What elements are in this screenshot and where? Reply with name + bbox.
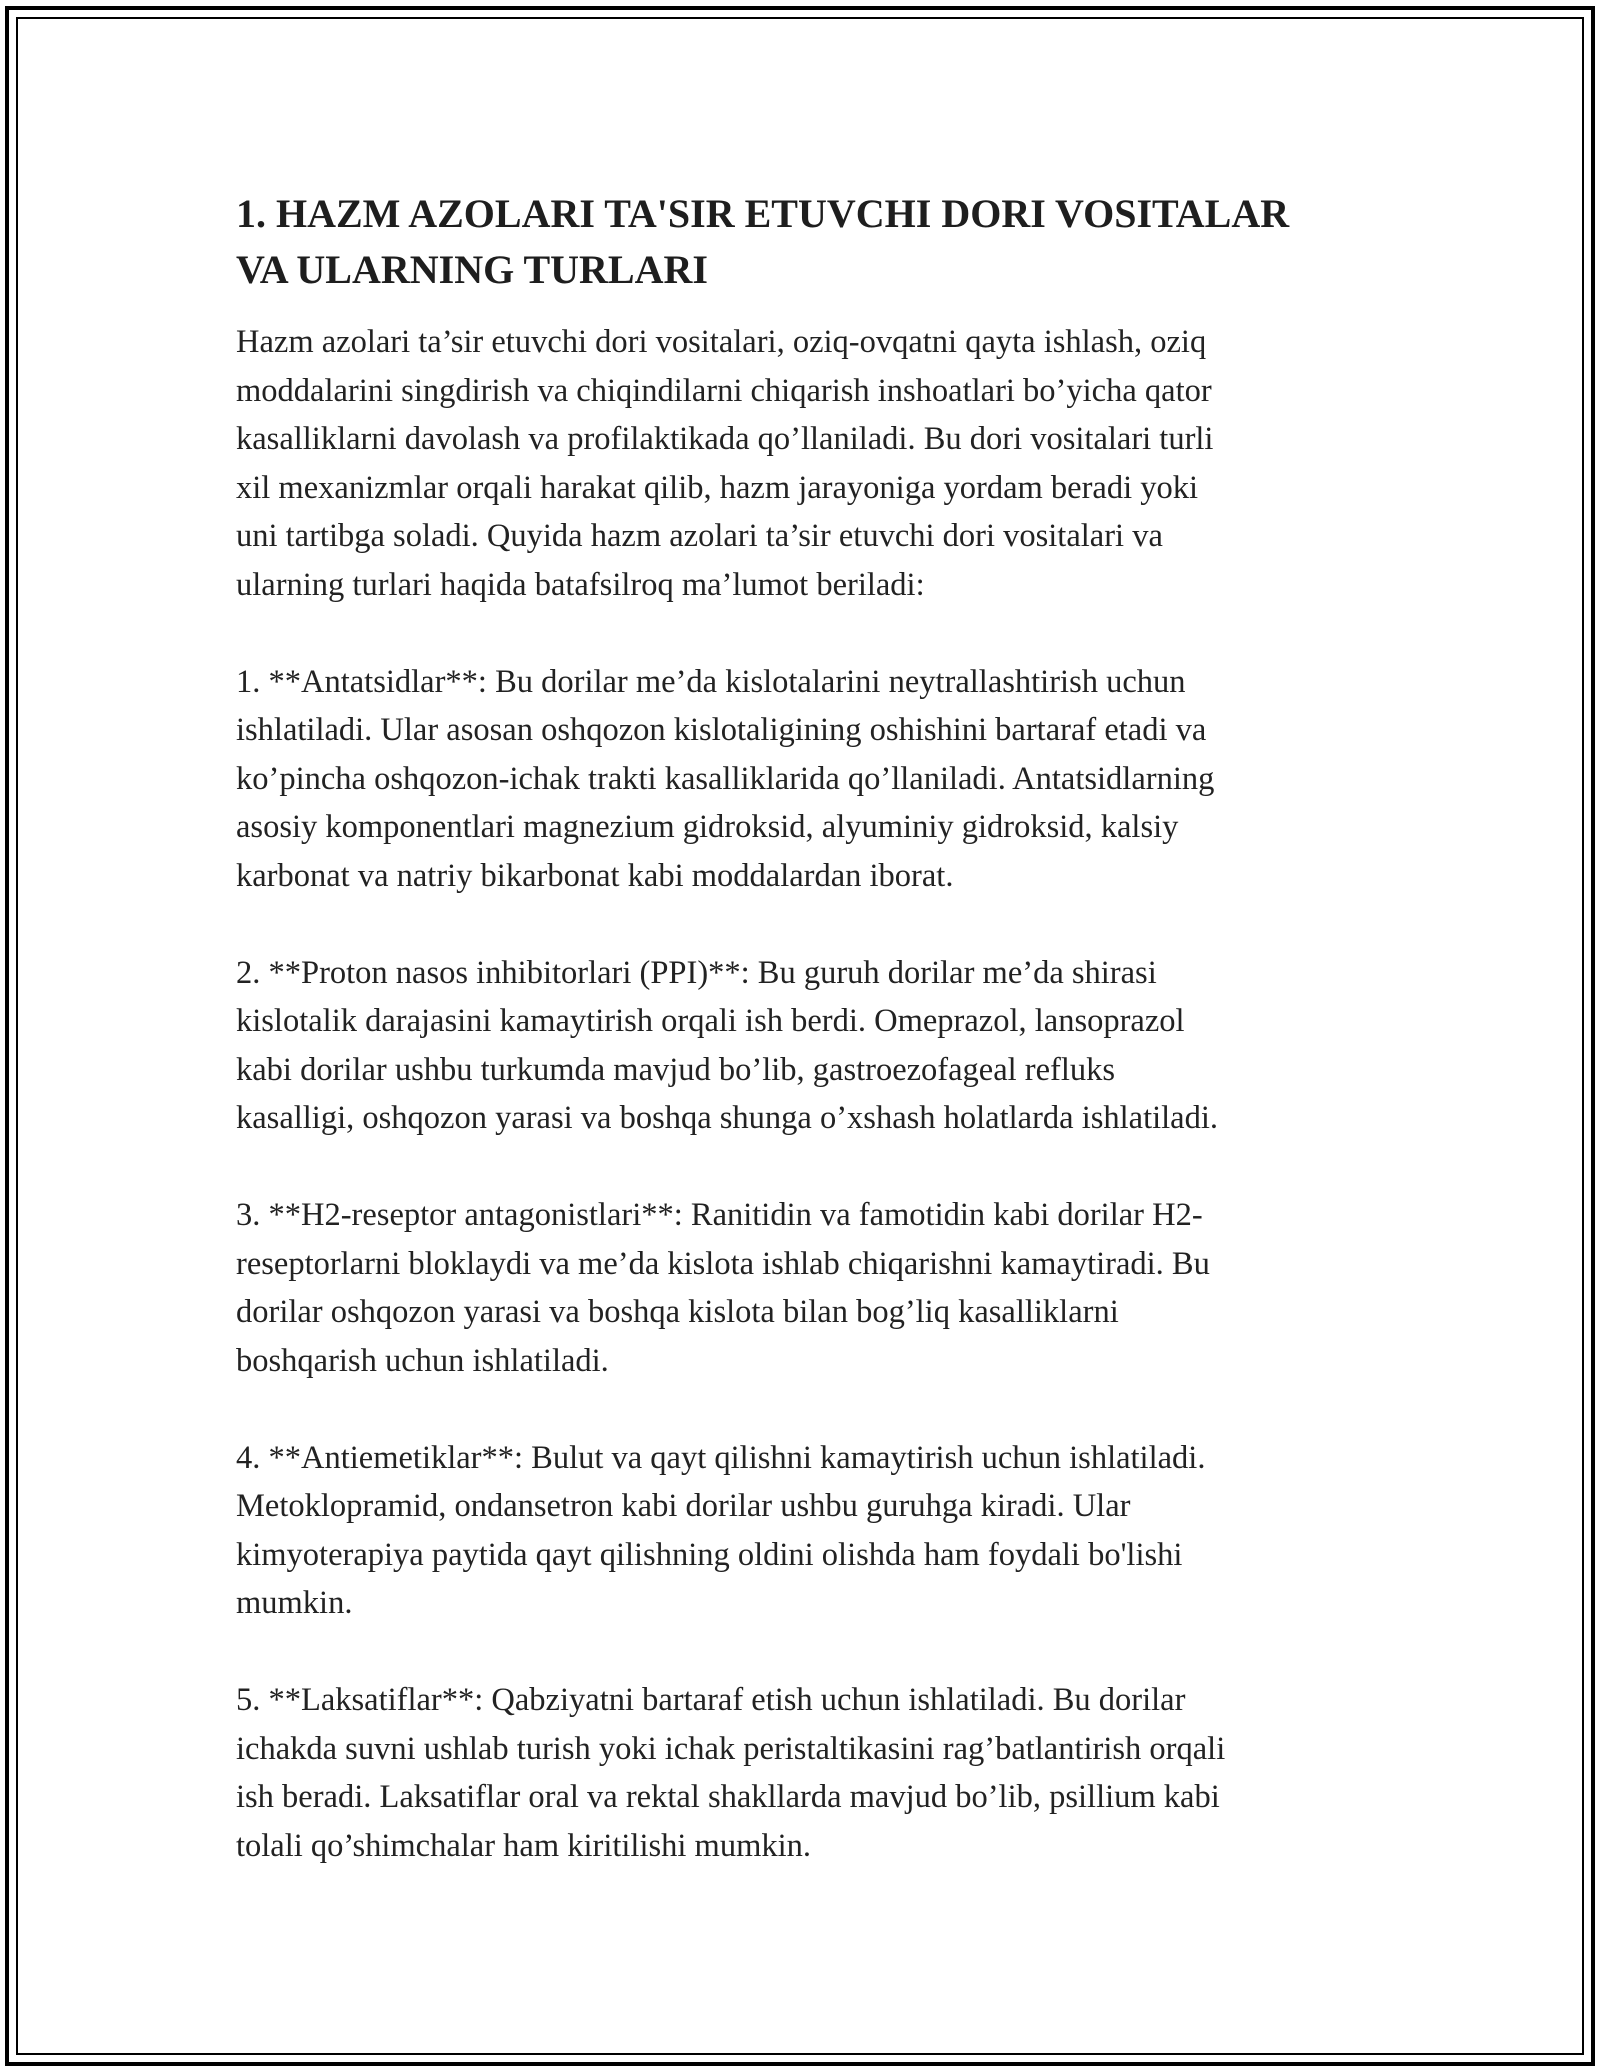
intro-paragraph: Hazm azolari ta’sir etuvchi dori vositalari, oziq-ovqatni qayta ishlash, oziq moddalarini singdirish va chiqindilarni chiqarish inshoatlari bo’yicha qator kasalliklarni davolash va profilaktikada qo’llaniladi. Bu dori vositalari turli xil mexanizmlar orqali harakat qilib, hazm jarayoniga yordam beradi yoki uni tartibga soladi. Quyida hazm azolari ta’sir etuvchi dori vositalari va ularning turlari haqida batafsilroq ma’lumot beriladi:: [236, 324, 1214, 603]
list-item-proton-nasos: 2. **Proton nasos inhibitorlari (PPI)**: Bu guruh dorilar me’da shirasi kislotalik darajasini kamaytirish orqali ish berdi. Omeprazol, lansoprazol kabi dorilar ushbu turkumda mavjud bo’lib, gastroezofageal refluks kasalligi, oshqozon yarasi va boshqa shunga o’xshash holatlarda ishlatiladi.: [236, 954, 1219, 1136]
list-item-laksatiflar: 5. **Laksatiflar**: Qabziyatni bartaraf etish uchun ishlatiladi. Bu dorilar ichakda suvni ushlab turish yoki ichak peristaltikasini rag’batlantirish orqali ish beradi. Laksatiflar oral va rektal shakllarda mavjud bo’lib, psillium kabi tolali qo’shimchalar ham kiritilishi mumkin.: [236, 1682, 1226, 1864]
document-body: [236, 186, 1366, 1870]
list-item-antatsidlar: 1. **Antatsidlar**: Bu dorilar me’da kislotalarini neytrallashtirish uchun ishlatiladi. Ular asosan oshqozon kislotaligining oshishini bartaraf etadi va ko’pincha oshqozon-ichak trakti kasalliklarida qo’llaniladi. Antatsidlarning asosiy komponentlari magnezium gidroksid, alyuminiy gidroksid, kalsiy karbonat va natriy bikarbonat kabi moddalardan iborat.: [236, 663, 1215, 894]
list-item-antiemetiklar: 4. **Antiemetiklar**: Bulut va qayt qilishni kamaytirish uchun ishlatiladi. Metoklopramid, ondansetron kabi dorilar ushbu guruhga kiradi. Ular kimyoterapiya paytida qayt qilishning oldini olishda ham foydali bo'lishi mumkin.: [236, 1439, 1206, 1621]
document-title: 1. HAZM AZOLARI TA'SIR ETUVCHI DORI VOSITALAR VA ULARNING TURLARI: [236, 191, 1290, 292]
list-item-h2-reseptor: 3. **H2-reseptor antagonistlari**: Ranitidin va famotidin kabi dorilar H2- reseptorlarni bloklaydi va me’da kislota ishlab chiqarishni kamaytiradi. Bu dorilar oshqozon yarasi va boshqa kislota bilan bog’liq kasalliklarni boshqarish uchun ishlatiladi.: [236, 1197, 1210, 1379]
